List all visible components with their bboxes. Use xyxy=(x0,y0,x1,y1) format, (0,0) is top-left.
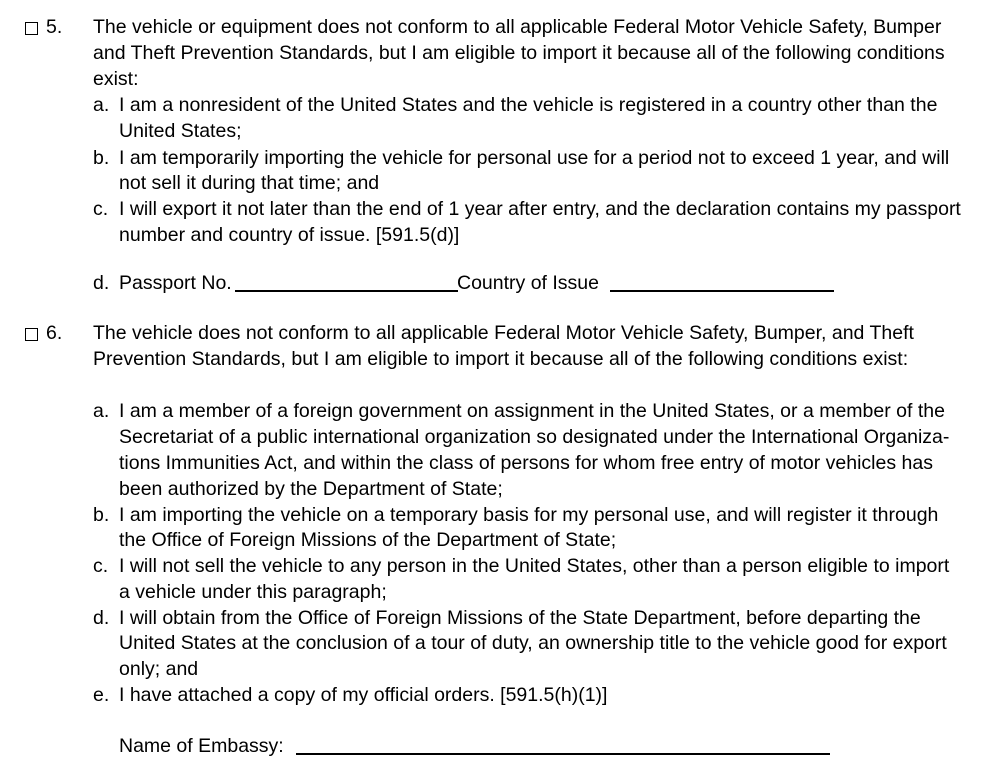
item-6e-text-line: I have attached a copy of my official orders. [591.5(h)(1)] xyxy=(119,684,608,706)
item-5c-letter: c. xyxy=(93,198,109,220)
item-6a-text-line: I am a member of a foreign government on assignment in the United States, or a member of the xyxy=(119,400,945,422)
item-6-text-line: Prevention Standards, but I am eligible to import it because all of the following conditions exist: xyxy=(93,348,909,370)
item-5c-text-line: number and country of issue. [591.5(d)] xyxy=(119,224,460,246)
item-5-text-line: The vehicle or equipment does not conform to all applicable Federal Motor Vehicle Safety, Bumper xyxy=(93,16,942,38)
item-6-checkbox[interactable] xyxy=(25,328,38,341)
item-6a-text-line: tions Immunities Act, and within the class of persons for whom free entry of motor vehicles has xyxy=(119,452,933,474)
item-5d-letter: d. xyxy=(93,272,110,294)
item-6c-letter: c. xyxy=(93,555,109,577)
item-5-text-line: and Theft Prevention Standards, but I am eligible to import it because all of the following conditions xyxy=(93,42,945,64)
item-5b-text-line: I am temporarily importing the vehicle for personal use for a period not to exceed 1 year, and will xyxy=(119,147,950,169)
embassy-label: Name of Embassy: xyxy=(119,735,284,757)
item-6d-text-line: only; and xyxy=(119,658,199,680)
item-5c-text-line: I will export it not later than the end of 1 year after entry, and the declaration contains my passport xyxy=(119,198,961,220)
item-6a-text-line: Secretariat of a public international organization so designated under the International Organiza- xyxy=(119,426,950,448)
country-of-issue-label: Country of Issue xyxy=(457,272,599,294)
item-6e-letter: e. xyxy=(93,684,110,706)
item-6b-letter: b. xyxy=(93,504,110,526)
item-6d-text-line: United States at the conclusion of a tour of duty, an ownership title to the vehicle good for export xyxy=(119,632,947,654)
item-5-checkbox[interactable] xyxy=(25,22,38,35)
item-6d-text-line: I will obtain from the Office of Foreign Missions of the State Department, before departing the xyxy=(119,607,921,629)
item-5a-letter: a. xyxy=(93,94,110,116)
embassy-name-field[interactable] xyxy=(296,753,830,755)
country-of-issue-field[interactable] xyxy=(610,290,834,292)
item-6c-text-line: I will not sell the vehicle to any person in the United States, other than a person eligible to import xyxy=(119,555,950,577)
item-6d-letter: d. xyxy=(93,607,110,629)
item-6a-letter: a. xyxy=(93,400,110,422)
passport-label: Passport No. xyxy=(119,272,232,294)
item-6b-text-line: I am importing the vehicle on a temporary basis for my personal use, and will register it through xyxy=(119,504,939,526)
item-6-number: 6. xyxy=(46,322,63,344)
item-5b-text-line: not sell it during that time; and xyxy=(119,172,380,194)
item-6b-text-line: the Office of Foreign Missions of the Department of State; xyxy=(119,529,617,551)
item-5-text-line: exist: xyxy=(93,68,139,90)
item-5b-letter: b. xyxy=(93,147,110,169)
item-5a-text-line: I am a nonresident of the United States and the vehicle is registered in a country other than the xyxy=(119,94,938,116)
item-6c-text-line: a vehicle under this paragraph; xyxy=(119,581,387,603)
item-5-number: 5. xyxy=(46,16,63,38)
item-6a-text-line: been authorized by the Department of State; xyxy=(119,478,503,500)
item-6-text-line: The vehicle does not conform to all applicable Federal Motor Vehicle Safety, Bumper, and Theft xyxy=(93,322,914,344)
passport-number-field[interactable] xyxy=(235,290,458,292)
item-5a-text-line: United States; xyxy=(119,120,242,142)
